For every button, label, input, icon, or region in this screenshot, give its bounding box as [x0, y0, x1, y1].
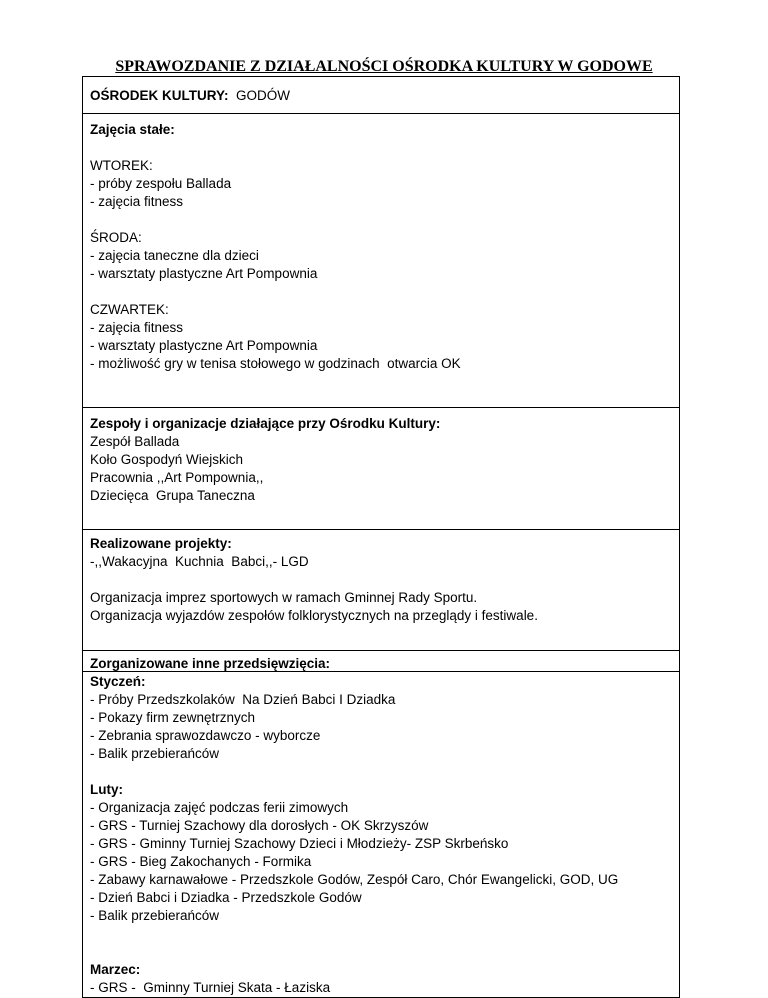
header-label: OŚRODEK KULTURY:: [90, 88, 229, 103]
row-divider: [83, 407, 679, 408]
list-item: - Zebrania sprawozdawczo - wyborcze: [90, 728, 321, 743]
list-item: Dziecięca Grupa Taneczna: [90, 488, 255, 503]
zespoly-section: [90, 415, 675, 505]
list-item: - Zabawy karnawałowe - Przedszkole Godów, Zespół Caro, Chór Ewangelicki, GOD, UG: [90, 872, 619, 887]
list-item: - Balik przebierańców: [90, 746, 220, 761]
row-divider: [83, 529, 679, 530]
list-item: Koło Gospodyń Wiejskich: [90, 452, 244, 467]
day-label: WTOREK:: [90, 158, 153, 173]
header-value: GODÓW: [236, 88, 291, 103]
zespoly-heading: Zespoły i organizacje działające przy Ośrodku Kultury:: [90, 416, 441, 431]
list-item: - możliwość gry w tenisa stołowego w godzinach otwarcia OK: [90, 356, 461, 371]
list-item: - próby zespołu Ballada: [90, 176, 232, 191]
month-label: Luty:: [90, 782, 123, 797]
list-item: - GRS - Gminny Turniej Szachowy Dzieci i Młodzieży- ZSP Skrbeńsko: [90, 836, 509, 851]
row-divider: [83, 650, 679, 651]
projekty-section: [90, 535, 675, 625]
list-item: Organizacja imprez sportowych w ramach Gminnej Rady Sportu.: [90, 590, 478, 605]
list-item: - GRS - Turniej Szachowy dla dorosłych - OK Skrzyszów: [90, 818, 429, 833]
list-item: - warsztaty plastyczne Art Pompownia: [90, 266, 318, 281]
list-item: - warsztaty plastyczne Art Pompownia: [90, 338, 318, 353]
zajecia-heading: Zajęcia stałe:: [90, 122, 175, 137]
list-item: Organizacja wyjazdów zespołów folklorystycznych na przeglądy i festiwale.: [90, 608, 538, 623]
list-item: - GRS - Gminny Turniej Skata - Łaziska: [90, 980, 331, 995]
inne-heading: Zorganizowane inne przedsięwzięcia:: [90, 656, 331, 671]
month-label: Styczeń:: [90, 674, 146, 689]
list-item: - zajęcia taneczne dla dzieci: [90, 248, 259, 263]
header-row: [90, 87, 675, 105]
list-item: - Dzień Babci i Dziadka - Przedszkole Godów: [90, 890, 362, 905]
list-item: Zespół Ballada: [90, 434, 180, 449]
list-item: - GRS - Bieg Zakochanych - Formika: [90, 854, 312, 869]
list-item: - Pokazy firm zewnętrznych: [90, 710, 256, 725]
report-table: [82, 76, 680, 998]
zajecia-section: [90, 121, 675, 373]
row-divider: [83, 113, 679, 114]
day-label: ŚRODA:: [90, 230, 142, 245]
projekty-heading: Realizowane projekty:: [90, 536, 232, 551]
row-divider: [83, 671, 679, 672]
list-item: Pracownia ,,Art Pompownia,,: [90, 470, 264, 485]
list-item: - Balik przebierańców: [90, 908, 220, 923]
month-label: Marzec:: [90, 962, 141, 977]
day-label: CZWARTEK:: [90, 302, 169, 317]
list-item: - Organizacja zajęć podczas ferii zimowych: [90, 800, 349, 815]
list-item: -,,Wakacyjna Kuchnia Babci,,- LGD: [90, 554, 309, 569]
document-title: SPRAWOZDANIE Z DZIAŁALNOŚCI OŚRODKA KULTURY W GODOWE: [115, 58, 653, 75]
list-item: - zajęcia fitness: [90, 320, 184, 335]
list-item: - Próby Przedszkolaków Na Dzień Babci I Dziadka: [90, 692, 396, 707]
list-item: - zajęcia fitness: [90, 194, 184, 209]
inne-section: [90, 673, 675, 997]
